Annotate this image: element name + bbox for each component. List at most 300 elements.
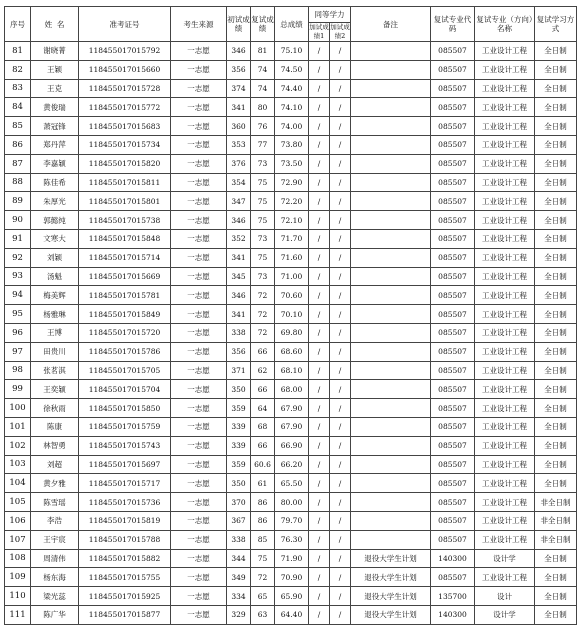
cell-study-mode: 全日制	[535, 323, 577, 342]
cell-name: 李嘉颖	[31, 154, 79, 173]
table-row	[5, 436, 577, 455]
table-row	[5, 305, 577, 324]
cell-name: 徐秋雨	[31, 399, 79, 418]
cell-total-score: 74.50	[275, 60, 309, 79]
table-row	[5, 399, 577, 418]
cell-source: 一志愿	[171, 549, 227, 568]
cell-extra-score-2: /	[330, 42, 351, 61]
cell-name: 汤魁	[31, 267, 79, 286]
cell-remark	[351, 493, 431, 512]
cell-exam-id: 118455017015669	[79, 267, 171, 286]
cell-major-name: 工业设计工程	[475, 511, 535, 530]
cell-retest-score: 86	[251, 511, 275, 530]
cell-retest-score: 85	[251, 530, 275, 549]
cell-major-name: 工业设计工程	[475, 286, 535, 305]
cell-exam-id: 118455017015683	[79, 117, 171, 136]
table-row	[5, 323, 577, 342]
cell-major-code: 085507	[431, 511, 475, 530]
cell-extra-score-1: /	[309, 605, 330, 624]
cell-name: 朱厚光	[31, 192, 79, 211]
table-row	[5, 455, 577, 474]
cell-extra-score-1: /	[309, 342, 330, 361]
cell-extra-score-2: /	[330, 417, 351, 436]
cell-extra-score-1: /	[309, 323, 330, 342]
cell-study-mode: 全日制	[535, 417, 577, 436]
cell-remark	[351, 117, 431, 136]
cell-retest-score: 75	[251, 211, 275, 230]
table-row	[5, 493, 577, 512]
cell-retest-score: 64	[251, 399, 275, 418]
cell-extra-score-1: /	[309, 549, 330, 568]
cell-remark	[351, 361, 431, 380]
cell-name: 黄夕雅	[31, 474, 79, 493]
cell-source: 一志愿	[171, 267, 227, 286]
cell-major-name: 设计	[475, 587, 535, 606]
cell-name: 杨雅琳	[31, 305, 79, 324]
cell-major-code: 085507	[431, 493, 475, 512]
cell-major-code: 085507	[431, 361, 475, 380]
cell-study-mode: 非全日制	[535, 493, 577, 512]
table-row	[5, 342, 577, 361]
cell-major-code: 085507	[431, 342, 475, 361]
cell-total-score: 72.20	[275, 192, 309, 211]
cell-initial-score: 329	[227, 605, 251, 624]
cell-initial-score: 356	[227, 342, 251, 361]
cell-extra-score-1: /	[309, 417, 330, 436]
cell-initial-score: 338	[227, 530, 251, 549]
cell-no: 91	[5, 229, 31, 248]
cell-retest-score: 75	[251, 173, 275, 192]
cell-major-code: 085507	[431, 248, 475, 267]
cell-total-score: 65.90	[275, 587, 309, 606]
cell-remark	[351, 173, 431, 192]
cell-exam-id: 118455017015882	[79, 549, 171, 568]
cell-extra-score-2: /	[330, 399, 351, 418]
cell-initial-score: 347	[227, 192, 251, 211]
cell-exam-id: 118455017015738	[79, 211, 171, 230]
cell-initial-score: 346	[227, 211, 251, 230]
cell-major-code: 085507	[431, 173, 475, 192]
cell-retest-score: 65	[251, 587, 275, 606]
table-row	[5, 361, 577, 380]
cell-remark	[351, 305, 431, 324]
table-row	[5, 42, 577, 61]
cell-retest-score: 72	[251, 568, 275, 587]
header-major-code: 复试专业代码	[431, 7, 475, 42]
cell-source: 一志愿	[171, 530, 227, 549]
header-extra-score-1: 加试成绩1	[309, 23, 329, 40]
table-row	[5, 267, 577, 286]
cell-extra-score-1: /	[309, 211, 330, 230]
cell-study-mode: 全日制	[535, 135, 577, 154]
cell-extra-score-2: /	[330, 568, 351, 587]
cell-extra-score-1: /	[309, 192, 330, 211]
cell-extra-score-1: /	[309, 117, 330, 136]
cell-extra-score-1: /	[309, 568, 330, 587]
cell-study-mode: 全日制	[535, 117, 577, 136]
cell-major-code: 085507	[431, 60, 475, 79]
cell-name: 郭懿纯	[31, 211, 79, 230]
cell-total-score: 64.40	[275, 605, 309, 624]
cell-total-score: 71.60	[275, 248, 309, 267]
cell-remark	[351, 399, 431, 418]
cell-extra-score-2: /	[330, 211, 351, 230]
cell-total-score: 67.90	[275, 399, 309, 418]
cell-source: 一志愿	[171, 42, 227, 61]
cell-total-score: 71.00	[275, 267, 309, 286]
cell-extra-score-1: /	[309, 493, 330, 512]
cell-remark	[351, 455, 431, 474]
cell-major-code: 085507	[431, 399, 475, 418]
cell-extra-score-2: /	[330, 286, 351, 305]
cell-major-name: 工业设计工程	[475, 361, 535, 380]
cell-major-code: 085507	[431, 568, 475, 587]
cell-major-code: 085507	[431, 530, 475, 549]
cell-name: 林智勇	[31, 436, 79, 455]
cell-exam-id: 118455017015848	[79, 229, 171, 248]
cell-extra-score-2: /	[330, 455, 351, 474]
cell-study-mode: 全日制	[535, 342, 577, 361]
cell-no: 92	[5, 248, 31, 267]
cell-major-name: 工业设计工程	[475, 117, 535, 136]
cell-major-name: 工业设计工程	[475, 417, 535, 436]
cell-major-name: 工业设计工程	[475, 98, 535, 117]
cell-initial-score: 359	[227, 399, 251, 418]
cell-source: 一志愿	[171, 98, 227, 117]
cell-major-name: 工业设计工程	[475, 493, 535, 512]
cell-major-name: 工业设计工程	[475, 248, 535, 267]
cell-retest-score: 74	[251, 79, 275, 98]
cell-extra-score-2: /	[330, 493, 351, 512]
cell-source: 一志愿	[171, 399, 227, 418]
cell-retest-score: 68	[251, 417, 275, 436]
cell-study-mode: 全日制	[535, 42, 577, 61]
cell-name: 王宇宸	[31, 530, 79, 549]
cell-total-score: 66.20	[275, 455, 309, 474]
cell-exam-id: 118455017015801	[79, 192, 171, 211]
cell-major-name: 工业设计工程	[475, 154, 535, 173]
cell-study-mode: 全日制	[535, 549, 577, 568]
cell-major-code: 140300	[431, 549, 475, 568]
table-row	[5, 286, 577, 305]
cell-major-name: 工业设计工程	[475, 455, 535, 474]
cell-exam-id: 118455017015697	[79, 455, 171, 474]
cell-name: 黄俊瑞	[31, 98, 79, 117]
cell-major-code: 085507	[431, 42, 475, 61]
table-row	[5, 117, 577, 136]
cell-major-name: 工业设计工程	[475, 173, 535, 192]
cell-major-name: 工业设计工程	[475, 79, 535, 98]
cell-initial-score: 359	[227, 455, 251, 474]
cell-extra-score-2: /	[330, 60, 351, 79]
cell-name: 萧冠锋	[31, 117, 79, 136]
cell-no: 110	[5, 587, 31, 606]
cell-study-mode: 全日制	[535, 248, 577, 267]
cell-retest-score: 86	[251, 493, 275, 512]
cell-study-mode: 全日制	[535, 399, 577, 418]
cell-major-name: 工业设计工程	[475, 342, 535, 361]
cell-extra-score-2: /	[330, 98, 351, 117]
cell-name: 梁光蕊	[31, 587, 79, 606]
cell-extra-score-1: /	[309, 286, 330, 305]
cell-study-mode: 全日制	[535, 229, 577, 248]
table-row	[5, 135, 577, 154]
cell-no: 109	[5, 568, 31, 587]
cell-source: 一志愿	[171, 493, 227, 512]
cell-name: 陈雪瑶	[31, 493, 79, 512]
cell-remark	[351, 42, 431, 61]
cell-name: 王颖	[31, 60, 79, 79]
cell-exam-id: 118455017015759	[79, 417, 171, 436]
cell-initial-score: 334	[227, 587, 251, 606]
cell-major-name: 工业设计工程	[475, 530, 535, 549]
cell-no: 83	[5, 79, 31, 98]
cell-total-score: 72.10	[275, 211, 309, 230]
cell-extra-score-2: /	[330, 323, 351, 342]
cell-major-code: 085507	[431, 192, 475, 211]
table-row	[5, 248, 577, 267]
table-row	[5, 98, 577, 117]
cell-extra-score-2: /	[330, 229, 351, 248]
table-row	[5, 380, 577, 399]
cell-total-score: 65.50	[275, 474, 309, 493]
cell-no: 81	[5, 42, 31, 61]
cell-extra-score-1: /	[309, 361, 330, 380]
cell-remark	[351, 229, 431, 248]
cell-extra-score-2: /	[330, 173, 351, 192]
cell-extra-score-1: /	[309, 587, 330, 606]
cell-name: 郑丹萍	[31, 135, 79, 154]
cell-no: 84	[5, 98, 31, 117]
cell-major-code: 085507	[431, 267, 475, 286]
cell-exam-id: 118455017015660	[79, 60, 171, 79]
cell-extra-score-1: /	[309, 305, 330, 324]
cell-exam-id: 118455017015704	[79, 380, 171, 399]
cell-exam-id: 118455017015772	[79, 98, 171, 117]
cell-no: 87	[5, 154, 31, 173]
cell-total-score: 72.90	[275, 173, 309, 192]
cell-major-name: 工业设计工程	[475, 436, 535, 455]
cell-initial-score: 367	[227, 511, 251, 530]
cell-initial-score: 341	[227, 98, 251, 117]
cell-total-score: 68.60	[275, 342, 309, 361]
cell-extra-score-1: /	[309, 380, 330, 399]
cell-total-score: 70.10	[275, 305, 309, 324]
cell-extra-score-2: /	[330, 587, 351, 606]
cell-extra-score-2: /	[330, 530, 351, 549]
cell-extra-score-2: /	[330, 79, 351, 98]
cell-name: 陈佳希	[31, 173, 79, 192]
table-row	[5, 173, 577, 192]
cell-study-mode: 全日制	[535, 211, 577, 230]
cell-remark	[351, 79, 431, 98]
cell-total-score: 71.70	[275, 229, 309, 248]
cell-retest-score: 75	[251, 192, 275, 211]
cell-initial-score: 376	[227, 154, 251, 173]
cell-name: 刘颖	[31, 248, 79, 267]
cell-no: 105	[5, 493, 31, 512]
cell-initial-score: 338	[227, 323, 251, 342]
cell-retest-score: 73	[251, 267, 275, 286]
cell-extra-score-1: /	[309, 511, 330, 530]
cell-source: 一志愿	[171, 248, 227, 267]
cell-total-score: 79.70	[275, 511, 309, 530]
cell-no: 82	[5, 60, 31, 79]
cell-study-mode: 全日制	[535, 605, 577, 624]
cell-major-name: 工业设计工程	[475, 267, 535, 286]
cell-no: 100	[5, 399, 31, 418]
cell-study-mode: 全日制	[535, 154, 577, 173]
cell-extra-score-1: /	[309, 474, 330, 493]
cell-study-mode: 全日制	[535, 267, 577, 286]
header-initial-score: 初试成绩	[227, 7, 251, 42]
cell-remark	[351, 286, 431, 305]
header-equivalent-education: 同等学力	[309, 7, 351, 23]
cell-extra-score-2: /	[330, 192, 351, 211]
cell-source: 一志愿	[171, 511, 227, 530]
cell-extra-score-2: /	[330, 248, 351, 267]
cell-retest-score: 66	[251, 342, 275, 361]
table-row	[5, 587, 577, 606]
cell-study-mode: 非全日制	[535, 511, 577, 530]
cell-study-mode: 全日制	[535, 79, 577, 98]
cell-name: 王奕颖	[31, 380, 79, 399]
cell-study-mode: 全日制	[535, 286, 577, 305]
cell-major-name: 设计学	[475, 549, 535, 568]
cell-extra-score-2: /	[330, 474, 351, 493]
cell-retest-score: 73	[251, 154, 275, 173]
cell-major-code: 085507	[431, 154, 475, 173]
cell-remark	[351, 530, 431, 549]
cell-study-mode: 全日制	[535, 361, 577, 380]
cell-remark	[351, 211, 431, 230]
cell-study-mode: 全日制	[535, 380, 577, 399]
cell-extra-score-2: /	[330, 267, 351, 286]
cell-study-mode: 全日制	[535, 436, 577, 455]
cell-name: 梅美辉	[31, 286, 79, 305]
cell-initial-score: 344	[227, 549, 251, 568]
cell-remark	[351, 135, 431, 154]
cell-name: 杨东海	[31, 568, 79, 587]
cell-major-name: 工业设计工程	[475, 380, 535, 399]
cell-initial-score: 370	[227, 493, 251, 512]
cell-remark: 退役大学生计划	[351, 568, 431, 587]
cell-initial-score: 349	[227, 568, 251, 587]
cell-no: 93	[5, 267, 31, 286]
cell-name: 陈广华	[31, 605, 79, 624]
cell-initial-score: 339	[227, 436, 251, 455]
cell-exam-id: 118455017015743	[79, 436, 171, 455]
cell-source: 一志愿	[171, 60, 227, 79]
cell-total-score: 73.50	[275, 154, 309, 173]
cell-name: 周清伟	[31, 549, 79, 568]
cell-total-score: 80.00	[275, 493, 309, 512]
cell-remark	[351, 436, 431, 455]
cell-source: 一志愿	[171, 229, 227, 248]
cell-remark	[351, 342, 431, 361]
cell-no: 107	[5, 530, 31, 549]
cell-name: 田贵川	[31, 342, 79, 361]
cell-source: 一志愿	[171, 361, 227, 380]
table-row	[5, 511, 577, 530]
cell-source: 一志愿	[171, 568, 227, 587]
cell-remark	[351, 323, 431, 342]
cell-study-mode: 非全日制	[535, 530, 577, 549]
cell-total-score: 76.30	[275, 530, 309, 549]
cell-remark: 退役大学生计划	[351, 549, 431, 568]
cell-exam-id: 118455017015705	[79, 361, 171, 380]
cell-initial-score: 339	[227, 417, 251, 436]
cell-retest-score: 80	[251, 98, 275, 117]
table-row	[5, 474, 577, 493]
cell-initial-score: 341	[227, 248, 251, 267]
cell-study-mode: 全日制	[535, 568, 577, 587]
cell-no: 102	[5, 436, 31, 455]
cell-total-score: 66.90	[275, 436, 309, 455]
cell-major-name: 工业设计工程	[475, 60, 535, 79]
table-row	[5, 605, 577, 624]
cell-source: 一志愿	[171, 474, 227, 493]
header-exam-id: 准考证号	[79, 7, 171, 42]
cell-extra-score-1: /	[309, 229, 330, 248]
cell-initial-score: 345	[227, 267, 251, 286]
cell-extra-score-1: /	[309, 60, 330, 79]
cell-study-mode: 全日制	[535, 587, 577, 606]
cell-retest-score: 60.6	[251, 455, 275, 474]
cell-remark	[351, 474, 431, 493]
cell-exam-id: 118455017015728	[79, 79, 171, 98]
cell-extra-score-1: /	[309, 399, 330, 418]
cell-major-code: 085507	[431, 79, 475, 98]
cell-major-code: 085507	[431, 117, 475, 136]
cell-total-score: 74.40	[275, 79, 309, 98]
table-row	[5, 79, 577, 98]
cell-remark	[351, 267, 431, 286]
cell-retest-score: 81	[251, 42, 275, 61]
header-no: 序号	[5, 7, 31, 42]
table-body	[5, 42, 577, 625]
cell-extra-score-2: /	[330, 135, 351, 154]
cell-remark: 退役大学生计划	[351, 587, 431, 606]
cell-study-mode: 全日制	[535, 474, 577, 493]
cell-source: 一志愿	[171, 417, 227, 436]
cell-extra-score-2: /	[330, 436, 351, 455]
cell-source: 一志愿	[171, 286, 227, 305]
cell-major-name: 工业设计工程	[475, 42, 535, 61]
table-row	[5, 549, 577, 568]
cell-source: 一志愿	[171, 380, 227, 399]
cell-major-name: 工业设计工程	[475, 211, 535, 230]
cell-exam-id: 118455017015755	[79, 568, 171, 587]
cell-exam-id: 118455017015717	[79, 474, 171, 493]
cell-no: 96	[5, 323, 31, 342]
cell-initial-score: 356	[227, 60, 251, 79]
header-major-name: 复试专业（方向）名称	[475, 7, 535, 42]
cell-extra-score-2: /	[330, 361, 351, 380]
table-row	[5, 192, 577, 211]
cell-extra-score-2: /	[330, 380, 351, 399]
cell-total-score: 75.10	[275, 42, 309, 61]
cell-remark	[351, 248, 431, 267]
table-row	[5, 417, 577, 436]
cell-study-mode: 全日制	[535, 60, 577, 79]
cell-retest-score: 62	[251, 361, 275, 380]
cell-extra-score-1: /	[309, 42, 330, 61]
cell-total-score: 70.60	[275, 286, 309, 305]
cell-name: 李浩	[31, 511, 79, 530]
cell-initial-score: 353	[227, 135, 251, 154]
cell-exam-id: 118455017015792	[79, 42, 171, 61]
